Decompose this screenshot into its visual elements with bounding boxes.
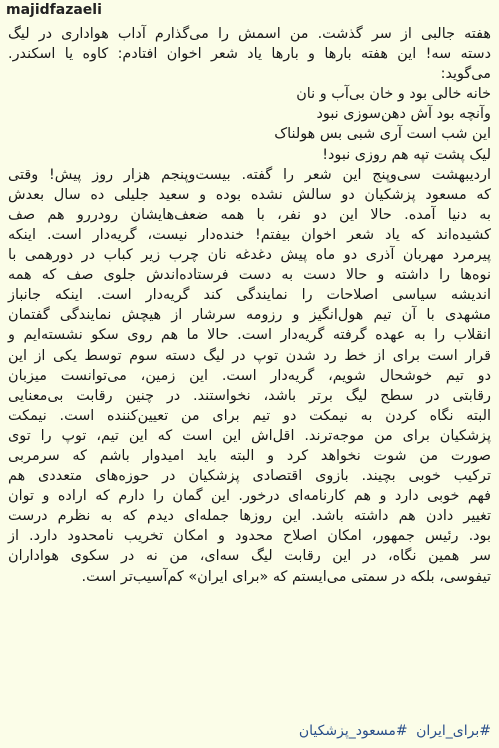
caption-line: اندیشه سیاسی اصلاحات را نمایندگی کند گریه‌دار است. اینکه جانباز (8, 287, 491, 304)
caption-line: انقلاب را به عهده گرفته گریه‌دار است. حالا ما هم روی سکو نشسته‌ایم و (8, 327, 491, 344)
caption-line: این شب است آری شبی بس هولناک (274, 126, 491, 143)
caption-line: تیفوسی، بلکه در سمتی می‌ایستم که «برای ایران» کم‌آسیب‌تر است. (81, 568, 491, 585)
caption-line: که مسعود پزشکیان دو سالش نشده بوده و سعید جلیلی ده سال بعدش (8, 186, 491, 203)
caption-line: قرار است برای از خط رد شدن توپ در لیگ دسته سوم توسط یکی از این (8, 347, 491, 364)
caption-line: وآنچه بود آش دهن‌سوزی نبود (316, 106, 491, 123)
caption-line: بود. رئیس جمهور، امکان اصلاح محدود و امکان تخریب نامحدود دارد. از (8, 528, 491, 545)
caption-line: هفته جالبی از سر گذشت. من اسمش را می‌گذارم آداب هواداری در لیگ (8, 26, 491, 42)
caption-line: می‌گوید: (440, 66, 491, 83)
caption-line: تغییر دادن هم داشته باشد. این روزها جمله‌ای دیدم که به نظرم درست (8, 508, 491, 525)
hashtag-link[interactable]: #برای_ایران (416, 723, 491, 739)
caption-line: البته نگاه کردن به نیمکت دو تیم برای من تعیین‌کننده است. نیمکت (8, 407, 491, 424)
caption-line: سر همین نگاه، در این رقابت لیگ سه‌ای، من نه در سکوی هواداران (8, 548, 491, 565)
post-hashtags (295, 723, 491, 739)
caption-line: صورت من شوت نخواهد کرد و البته باید امیدوار باشم که سرمربی (8, 447, 491, 464)
caption-line: کشیده‌اند که یاد شعر اخوان بیفتم! خنده‌دار نیست، گریه‌دار است. اینکه (8, 226, 491, 243)
hashtag-link[interactable]: #مسعود_پزشکیان (298, 723, 408, 739)
caption-line: اردیبهشت سی‌وپنج این شعر را گفته. بیست‌وپنجم هزار روز پیش! وقتی (8, 166, 491, 183)
post-username[interactable]: majidfazaeli (6, 2, 102, 18)
caption-line: به دنیا آمده. حالا این دو نفر، با همه ضعف‌هایشان رودررو هم صف (8, 206, 491, 223)
caption-line: خانه خالی بود و خان بی‌آب و نان (296, 86, 491, 103)
caption-line: مشهدی با آن تیم هول‌انگیز و رزومه سرشار از هیچش نمایندگی گفتمان (8, 307, 491, 324)
caption-line: رقابتی در سطح لیگ برتر باشد، نخواستند. در چنین رقابت بی‌معنایی (8, 387, 491, 404)
caption-line: نوه‌ها را داشته و حالا دست به دست فرستاده‌اندش جلوی صف که همه (8, 267, 491, 284)
post-caption (8, 24, 491, 587)
caption-line: لیک پشت تپه هم روزی نبود! (322, 146, 491, 163)
caption-line: دسته سه! این هفته بارها و بارها یاد شعر اخوان افتادم: کاوه یا اسکندر. (8, 46, 491, 63)
caption-line: دو تیم خوشحال شویم، گریه‌دار است. این زمین، می‌توانست میزبان (8, 367, 491, 384)
caption-line: ترکیب خوبی بچیند. بازوی اقتصادی پزشکیان در حوزه‌های متعددی هم (8, 468, 491, 485)
caption-line: پزشکیان برای من موجه‌ترند. اقل‌اش این است که این تیم، توپ را توی (8, 427, 491, 444)
caption-line: پیرمرد مهربان آذری دو ماه پیش دغدغه نان چرب زیر کباب در دورهمی با (8, 247, 491, 264)
caption-line: فهم خوبی دارد و هم کارنامه‌ای درخور. این گمان را دارم که اراده و توان (8, 488, 491, 505)
